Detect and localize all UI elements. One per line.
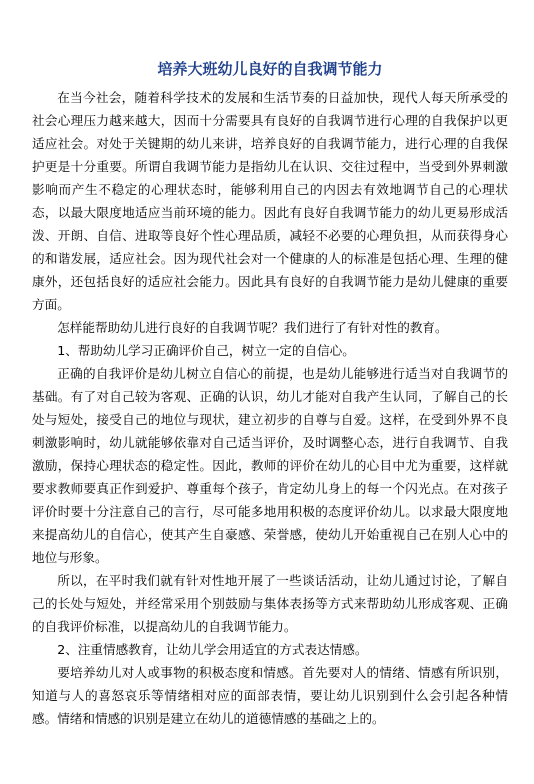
paragraph-question: 怎样能帮助幼儿进行良好的自我调节呢？我们进行了有针对性的教育。 xyxy=(57,320,448,335)
section-heading-1: 1、帮助幼儿学习正确评价自己，树立一定的自信心。 xyxy=(57,343,355,358)
document-title: 培养大班幼儿良好的自我调节能力 xyxy=(157,60,383,78)
paragraph-self-evaluation: 正确的自我评价是幼儿树立自信心的前提，也是幼儿能够进行适当对自我调节的基础。有了对自己较为客观、正确的认识，幼儿才能对自我产生认同，了解自己的长处与短处，接受自己的地位与现状，建立初步的自尊与自爱。这样，在受到外界不良刺激影响时，幼儿就能够依靠对自己适当评价，及时调整心态，进行自我调节、自我激励，保持心理状态的稳定性。因此，教师的评价在幼儿的心目中尤为重要，这样就要求教师要真正作到爱护、尊重每个孩子，肯定幼儿身上的每一个闪光点。在对孩子评价时要十分注意自己的言行，尽可能多地用积极的态度评价幼儿。以求最大限度地来提高幼儿的自信心，使其产生自豪感、荣誉感，使幼儿开始重视自己在别人心中的地位与形象。 xyxy=(32,366,508,565)
paragraph-emotion: 要培养幼儿对人或事物的积极态度和情感。首先要对人的情绪、情感有所识别，知道与人的喜怒哀乐等情绪相对应的面部表情，要让幼儿识别到什么会引起各种情感。情绪和情感的识别是建立在幼儿的道德情感的基础之上的。 xyxy=(32,665,508,726)
section-heading-2: 2、注重情感教育，让幼儿学会用适宜的方式表达情感。 xyxy=(57,642,368,657)
paragraph-intro: 在当今社会，随着科学技术的发展和生活节奏的日益加快，现代人每天所承受的社会心理压力越来越大，因而十分需要具有良好的自我调节进行心理的自我保护以更适应社会。对处于关键期的幼儿来讲，培养良好的自我调节能力，进行心理的自我保护更是十分重要。所谓自我调节能力是指幼儿在认识、交往过程中，当受到外界刺激影响而产生不稳定的心理状态时，能够利用自己的内因去有效地调节自己的心理状态，以最大限度地适应当前环境的能力。因此有良好自我调节能力的幼儿更易形成活泼、开朗、自信、进取等良好个性心理品质，减轻不必要的心理负担，从而获得身心的和谐发展，适应社会。因为现代社会对一个健康的人的标准是包括心理、生理的健康外，还包括良好的适应社会能力。因此具有良好的自我调节能力是幼儿健康的重要方面。 xyxy=(32,90,508,312)
paragraph-activities: 所以，在平时我们就有针对性地开展了一些谈话活动，让幼儿通过讨论，了解自己的长处与短处，并经常采用个别鼓励与集体表扬等方式来帮助幼儿形成客观、正确的自我评价标准，以提高幼儿的自我调节能力。 xyxy=(32,573,508,634)
